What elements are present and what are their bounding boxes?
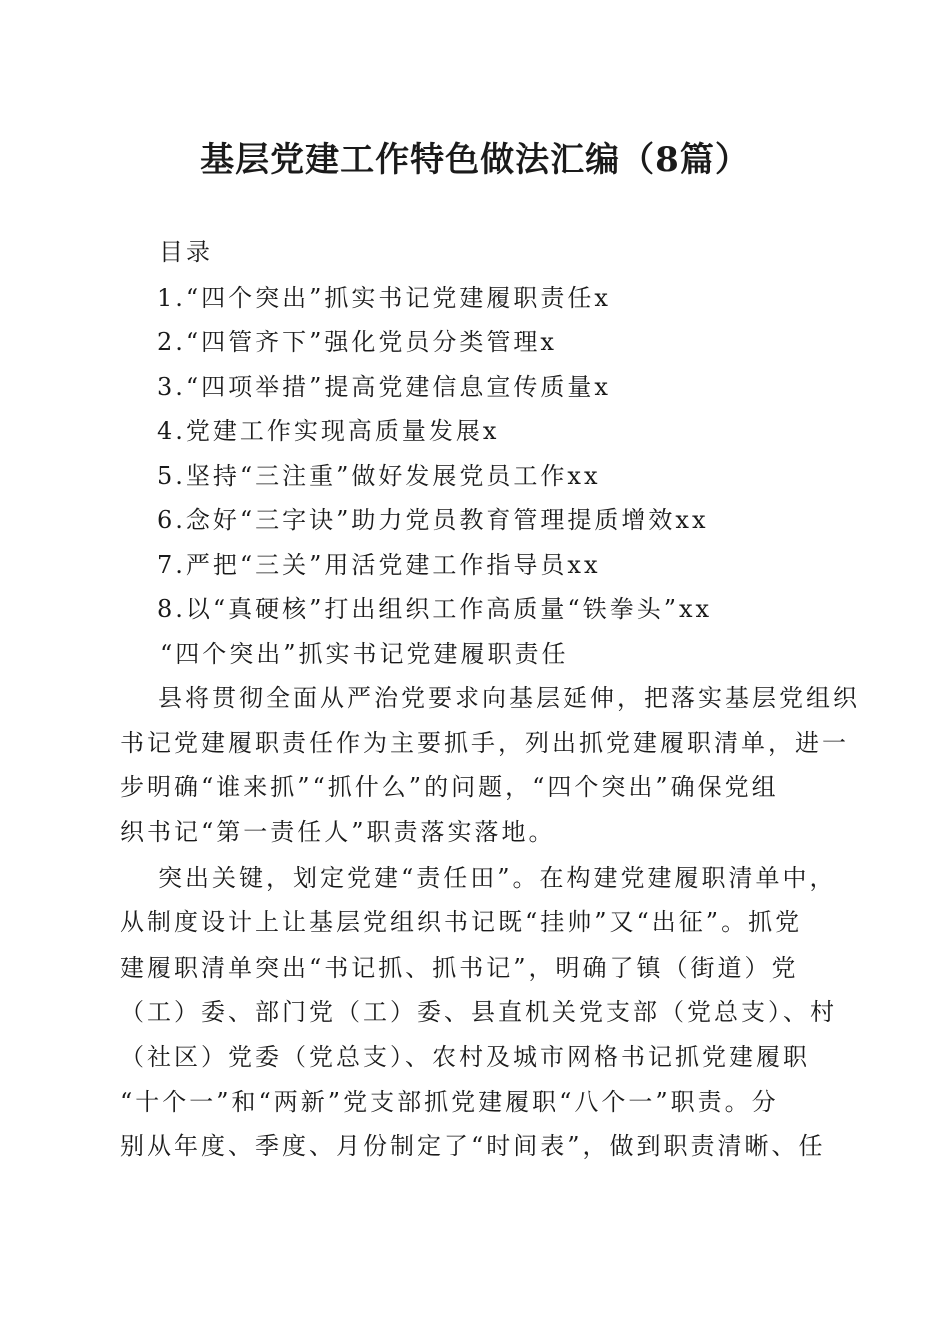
paragraph-line: 从制度设计上让基层党组织书记既“挂帅”又“出征”。抓党: [120, 908, 803, 936]
toc-item: 3.“四项举措”提高党建信息宣传质量x: [157, 373, 611, 401]
section-heading: “四个突出”抓实书记党建履职责任: [160, 640, 569, 668]
toc-item: 4.党建工作实现高质量发展x: [157, 417, 500, 445]
paragraph-line: 突出关键，划定党建“责任田”。在构建党建履职清单中，: [158, 864, 837, 892]
toc-item: 7.严把“三关”用活党建工作指导员xx: [157, 551, 601, 579]
toc-item: 1.“四个突出”抓实书记党建履职责任x: [157, 284, 611, 312]
toc-item: 2.“四管齐下”强化党员分类管理x: [157, 328, 557, 356]
paragraph-line: 书记党建履职责任作为主要抓手，列出抓党建履职清单，进一: [120, 729, 849, 757]
toc-item: 5.坚持“三注重”做好发展党员工作xx: [157, 462, 601, 490]
paragraph-line: “十个一”和“两新”党支部抓党建履职“八个一”职责。分: [120, 1088, 779, 1116]
toc-item: 6.念好“三字诀”助力党员教育管理提质增效xx: [157, 506, 709, 534]
paragraph-line: （社区）党委（党总支）、农村及城市网格书记抓党建履职: [120, 1043, 810, 1071]
document-title: 基层党建工作特色做法汇编（8篇）: [200, 140, 750, 180]
paragraph-line: 建履职清单突出“书记抓、抓书记”，明确了镇（街道）党: [120, 954, 799, 982]
toc-item: 8.以“真硬核”打出组织工作高质量“铁拳头”xx: [157, 595, 713, 623]
toc-heading: 目录: [159, 238, 213, 266]
paragraph-line: （工）委、部门党（工）委、县直机关党支部（党总支）、村: [120, 998, 837, 1026]
paragraph-line: 步明确“谁来抓”“抓什么”的问题，“四个突出”确保党组: [120, 773, 779, 801]
paragraph-line: 别从年度、季度、月份制定了“时间表”，做到职责清晰、任: [120, 1132, 826, 1160]
paragraph-line: 县将贯彻全面从严治党要求向基层延伸，把落实基层党组织: [158, 684, 860, 712]
paragraph-line: 织书记“第一责任人”职责落实落地。: [120, 818, 556, 846]
